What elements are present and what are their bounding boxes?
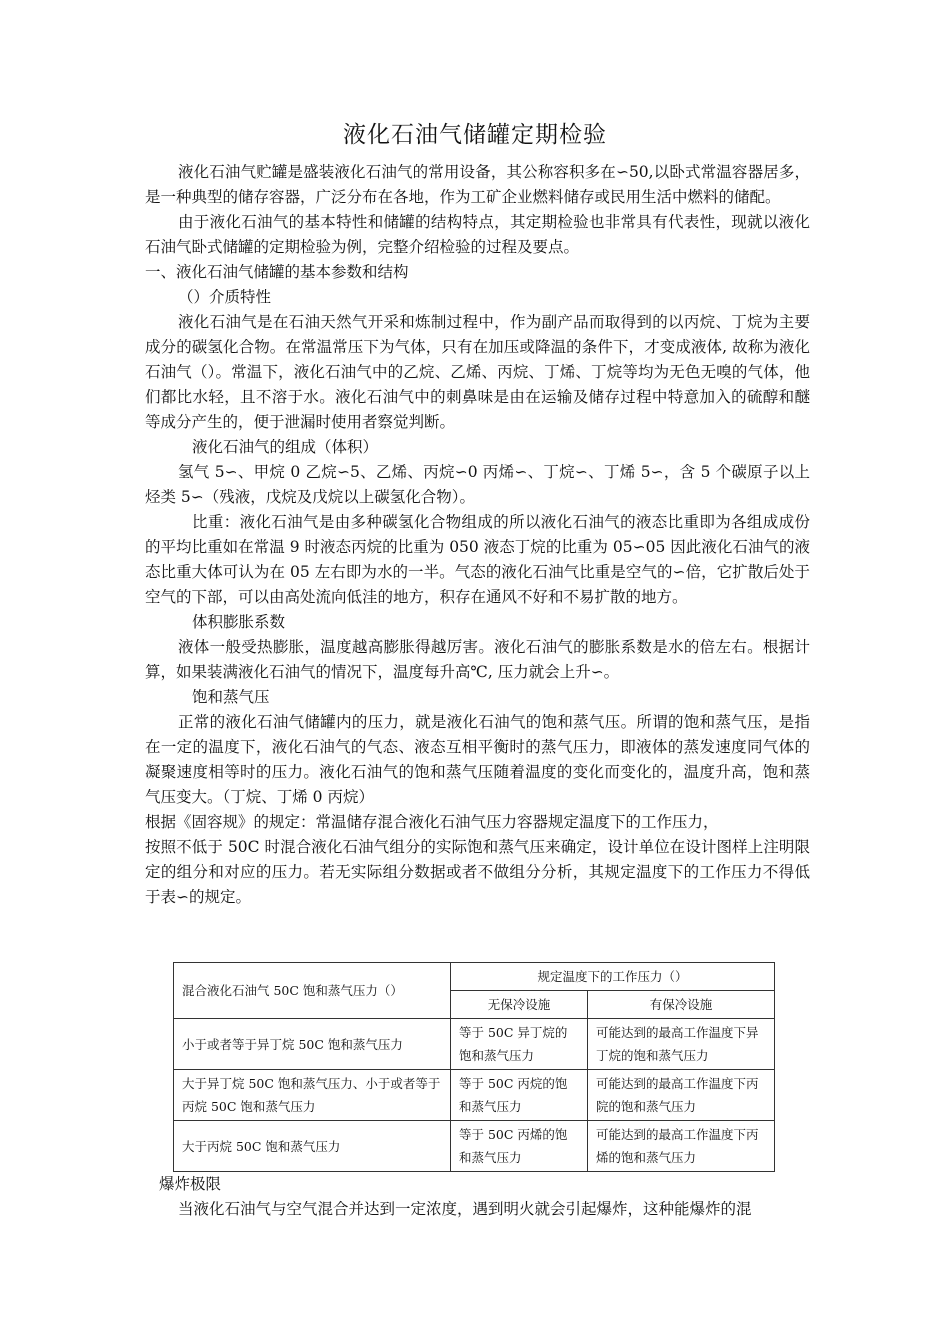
table-row — [174, 1019, 775, 1070]
table-cell-condition: 小于或者等于异丁烷 50C 饱和蒸气压力 — [174, 1019, 451, 1070]
table-header-condition: 混合液化石油气 50C 饱和蒸气压力（） — [174, 963, 451, 1019]
paragraph-vapor-pressure: 正常的液化石油气储罐内的压力，就是液化石油气的饱和蒸气压。所谓的饱和蒸气压，是指在一定的温度下，液化石油气的气态、液态互相平衡时的蒸气压力，即液体的蒸发速度同气体的凝聚速度相等时的压力。液化石油气的饱和蒸气压随着温度的变化而变化的，温度升高，饱和蒸气压变大。（丁烷、丁烯 0 丙烷） — [145, 713, 810, 806]
table-row — [174, 1121, 775, 1172]
table-cell-condition: 大于异丁烷 50C 饱和蒸气压力、小于或者等于丙烷 50C 饱和蒸气压力 — [174, 1070, 451, 1121]
table-header-with-cooling: 有保冷设施 — [588, 991, 775, 1019]
table-cell-condition: 大于丙烷 50C 饱和蒸气压力 — [174, 1121, 451, 1172]
paragraph-explosion-limit: 当液化石油气与空气混合并达到一定浓度，遇到明火就会引起爆炸，这种能爆炸的混 — [178, 1200, 752, 1218]
paragraph-regulation-1: 根据《固容规》的规定：常温储存混合液化石油气压力容器规定温度下的工作压力， — [145, 813, 719, 831]
table-cell-no-cooling: 等于 50C 丙烷的饱和蒸气压力 — [451, 1070, 588, 1121]
table-row — [174, 1070, 775, 1121]
subheading-medium: （）介质特性 — [178, 288, 272, 306]
table-cell-with-cooling: 可能达到的最高工作温度下丙烯的饱和蒸气压力 — [588, 1121, 775, 1172]
table-cell-with-cooling: 可能达到的最高工作温度下异丁烷的饱和蒸气压力 — [588, 1019, 775, 1070]
subheading-expansion: 体积膨胀系数 — [192, 613, 286, 631]
paragraph-composition: 氢气 5∽、甲烷 0 乙烷∽5、乙烯、丙烷∽0 丙烯∽、丁烷∽、丁烯 5∽，含 5 个碳原子以上烃类 5∽（残液，戊烷及戊烷以上碳氢化合物）。 — [145, 463, 810, 506]
intro-paragraph-2: 由于液化石油气的基本特性和储罐的结构特点，其定期检验也非常具有代表性，现就以液化石油气卧式储罐的定期检验为例，完整介绍检验的过程及要点。 — [145, 213, 810, 256]
paragraph-medium-properties: 液化石油气是在石油天然气开采和炼制过程中，作为副产品而取得到的以丙烷、丁烷为主要成分的碳氢化合物。在常温常压下为气体，只有在加压或降温的条件下，才变成液体, 故称为液化石油气（）。常温下，液化石油气中的乙烷、乙烯、丙烷、丁烯、丁烷等均为无色无嗅的气体，他们都比水轻，且不溶于水。液化石油气中的刺鼻味是由在运输及储存过程中特意加入的硫醇和醚等成分产生的，便于泄漏时使用者察觉判断。 — [145, 313, 810, 431]
subheading-composition: 液化石油气的组成（体积） — [192, 438, 379, 456]
paragraph-regulation-2: 按照不低于 50C 时混合液化石油气组分的实际饱和蒸气压来确定，设计单位在设计图样上注明限定的组分和对应的压力。若无实际组分数据或者不做组分分析，其规定温度下的工作压力不得低于表∽的规定。 — [145, 838, 810, 906]
subheading-vapor-pressure: 饱和蒸气压 — [192, 688, 270, 706]
body-text-continued — [145, 1172, 810, 1222]
paragraph-density: 比重：液化石油气是由多种碳氢化合物组成的所以液化石油气的液态比重即为各组成成份的平均比重如在常温 9 时液态丙烷的比重为 050 液态丁烷的比重为 05∽05 因此液化石油气的液态比重大体可认为在 05 左右即为水的一半。气态的液化石油气比重是空气的∽倍，它扩散后处于空气的下部，可以由高处流向低洼的地方，积存在通风不好和不易扩散的地方。 — [145, 513, 810, 606]
section-heading-1: 一、液化石油气储罐的基本参数和结构 — [145, 263, 409, 281]
table-header-no-cooling: 无保冷设施 — [451, 991, 588, 1019]
intro-paragraph-1: 液化石油气贮罐是盛装液化石油气的常用设备，其公称容积多在∽50,以卧式常温容器居多，是一种典型的储存容器，广泛分布在各地，作为工矿企业燃料储存或民用生活中燃料的储配。 — [145, 163, 810, 206]
subheading-explosion-limit: 爆炸极限 — [159, 1175, 222, 1193]
pressure-table — [173, 962, 775, 1172]
table-header-working-pressure: 规定温度下的工作压力（） — [451, 963, 775, 991]
table-cell-no-cooling: 等于 50C 丙烯的饱和蒸气压力 — [451, 1121, 588, 1172]
table-cell-with-cooling: 可能达到的最高工作温度下丙院的饱和蒸气压力 — [588, 1070, 775, 1121]
paragraph-expansion: 液体一般受热膨胀，温度越高膨胀得越厉害。液化石油气的膨胀系数是水的倍左右。根据计算，如果装满液化石油气的情况下，温度每升高℃, 压力就会上升∽。 — [145, 638, 810, 681]
page-title: 液化石油气储罐定期检验 — [343, 122, 607, 148]
table-cell-no-cooling: 等于 50C 异丁烷的饱和蒸气压力 — [451, 1019, 588, 1070]
body-text — [145, 160, 810, 910]
